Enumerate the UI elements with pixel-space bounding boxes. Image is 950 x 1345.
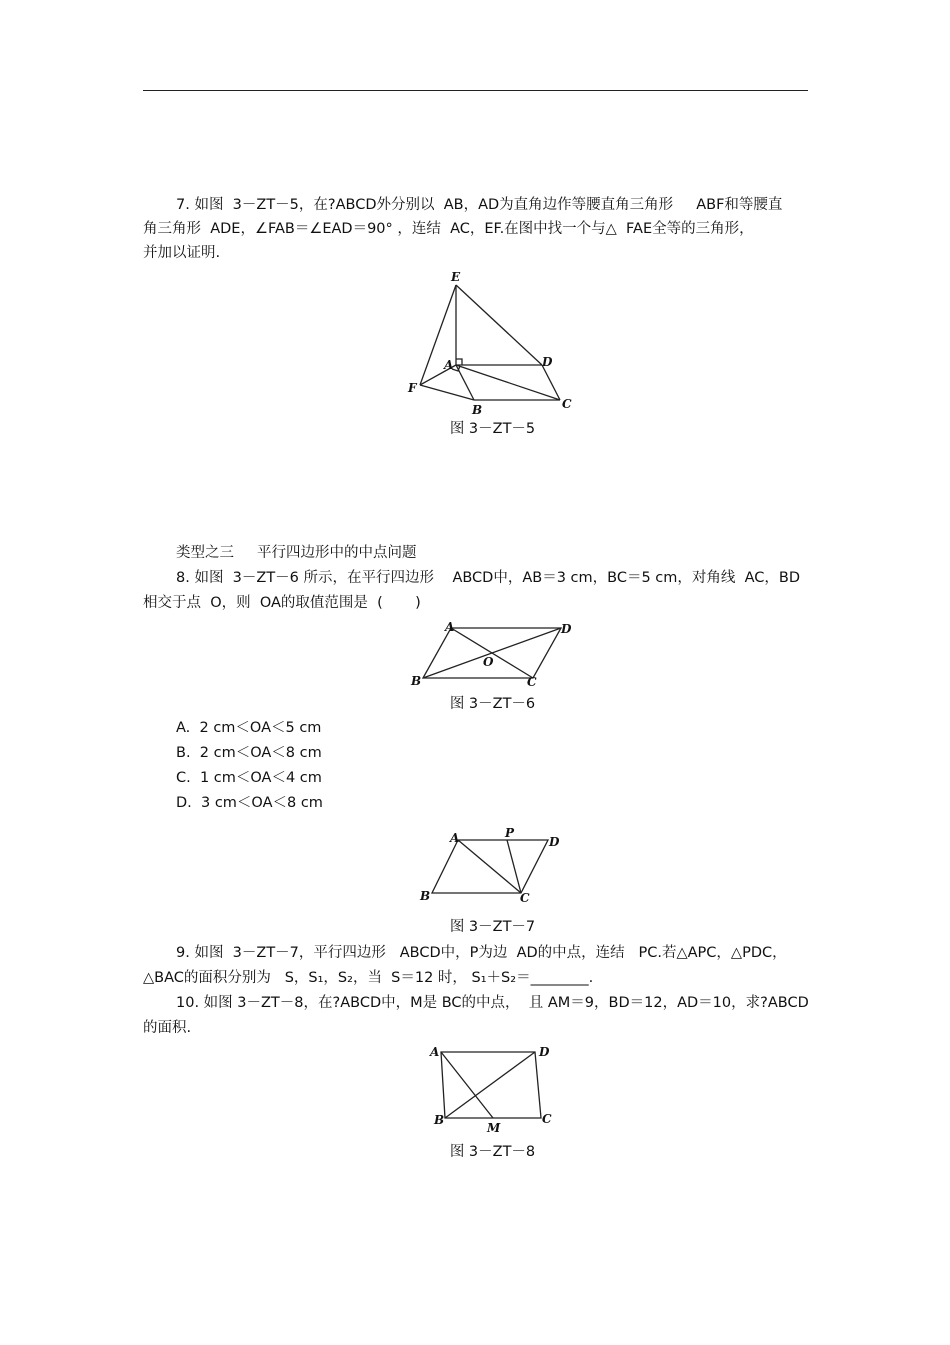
figure-3-zt-8 <box>425 1040 565 1138</box>
fig8-label-m: M <box>487 1121 501 1135</box>
figure-3-zt-7 <box>418 826 583 908</box>
fig7-label-d: D <box>549 835 560 849</box>
fig7-line-pc <box>507 840 521 893</box>
q7-text-line2: 角三角形 ADE，∠FAB＝∠EAD＝90° ，连结 AC，EF.在图中找一个与△ FAE全等的三角形， <box>143 221 754 237</box>
fig6-label-o: O <box>483 655 494 669</box>
q10-text-line1: 10. 如图 3－ZT－8，在?ABCD中，M是 BC的中点， 且 AM＝9，BD＝12，AD＝10，求?ABCD <box>176 995 809 1011</box>
fig8-label-d: D <box>539 1045 550 1059</box>
fig8-line-am <box>441 1052 493 1118</box>
fig6-label-a: A <box>445 620 455 634</box>
fig5-label-e: E <box>451 270 461 284</box>
q9-text-line2: △BAC的面积分别为 S，S₁，S₂，当 S＝12 时， S₁＋S₂＝________. <box>143 970 594 986</box>
fig7-line-ac <box>458 840 521 893</box>
fig5-label-d: D <box>542 355 553 369</box>
q8-option-c: C. 1 cm＜OA＜4 cm <box>176 770 322 786</box>
fig5-line-ed <box>456 285 542 365</box>
fig5-label-c: C <box>562 397 572 411</box>
fig8-line-bd <box>445 1052 535 1118</box>
fig6-diagonal-bd <box>423 628 561 678</box>
header-rule <box>143 90 808 91</box>
q7-figure-caption: 图 3－ZT－5 <box>449 421 536 437</box>
fig7-label-c: C <box>520 891 530 905</box>
fig5-label-b: B <box>472 403 483 417</box>
q8-option-b: B. 2 cm＜OA＜8 cm <box>176 745 322 761</box>
q10-text-line2: 的面积. <box>143 1020 192 1036</box>
fig6-label-d: D <box>561 622 572 636</box>
q9-figure-caption: 图 3－ZT－7 <box>449 919 536 935</box>
fig5-line-fb <box>420 385 474 400</box>
q8-option-a: A. 2 cm＜OA＜5 cm <box>176 720 322 736</box>
q9-text-line1: 9. 如图 3－ZT－7，平行四边形 ABCD中，P为边 AD的中点，连结 PC.若△APC，△PDC， <box>176 945 787 961</box>
q7-text-line3: 并加以证明. <box>143 245 221 261</box>
fig5-label-f: F <box>408 381 417 395</box>
fig8-label-b: B <box>434 1113 445 1127</box>
q7-text-line1: 7. 如图 3－ZT－5，在?ABCD外分别以 AB，AD为直角边作等腰直角三角形 ABF和等腰直 <box>176 197 783 213</box>
section-3-title: 类型之三 平行四边形中的中点问题 <box>176 545 417 561</box>
q8-option-d: D. 3 cm＜OA＜8 cm <box>176 795 323 811</box>
figure-3-zt-6 <box>405 618 585 693</box>
fig8-label-a: A <box>430 1045 440 1059</box>
q8-text-line2: 相交于点 O，则 OA的取值范围是 ( ) <box>143 595 421 611</box>
fig8-label-c: C <box>542 1112 552 1126</box>
fig6-label-b: B <box>411 674 422 688</box>
fig7-label-a: A <box>450 831 460 845</box>
fig7-label-b: B <box>420 889 431 903</box>
figure-3-zt-5 <box>400 265 590 420</box>
fig6-label-c: C <box>527 675 537 689</box>
q10-figure-caption: 图 3－ZT－8 <box>449 1144 536 1160</box>
q8-figure-caption: 图 3－ZT－6 <box>449 696 536 712</box>
q8-text-line1: 8. 如图 3－ZT－6 所示，在平行四边形 ABCD中，AB＝3 cm，BC＝5 cm，对角线 AC，BD <box>176 570 801 586</box>
fig5-label-a: A <box>444 358 454 372</box>
fig5-right-angle-mark <box>456 359 462 365</box>
fig7-label-p: P <box>505 826 515 840</box>
